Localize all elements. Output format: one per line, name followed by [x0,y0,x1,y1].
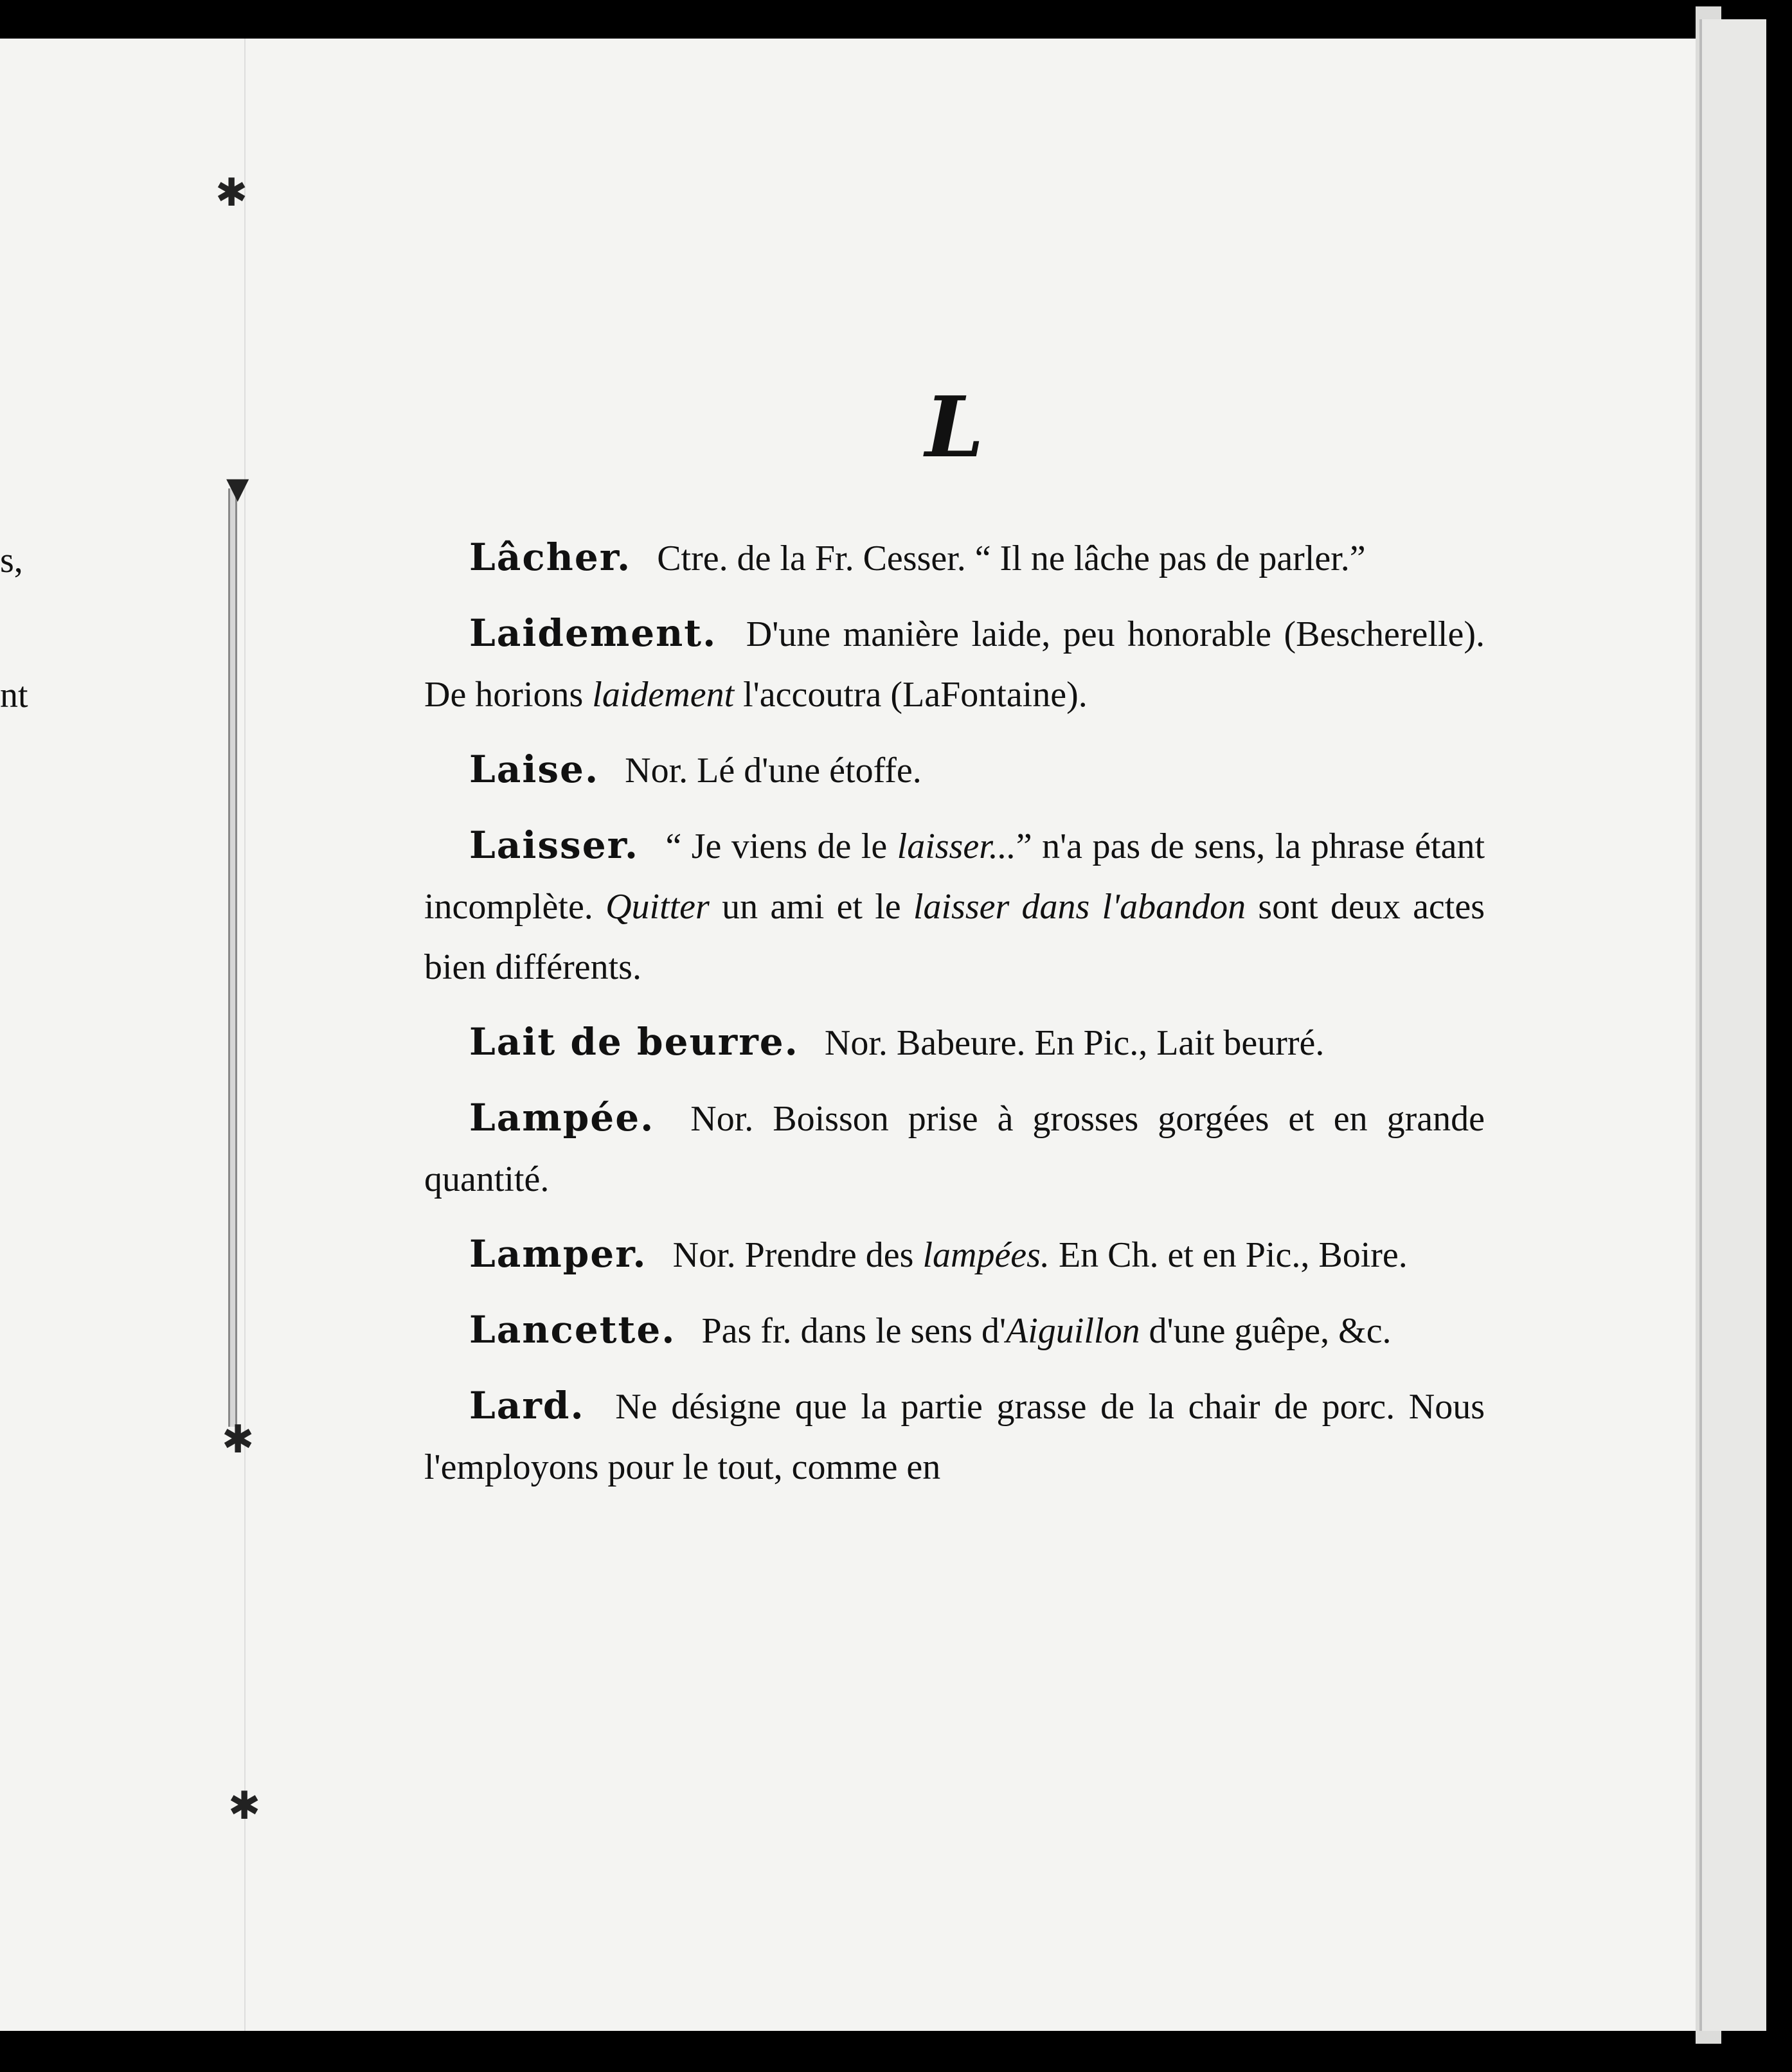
entry-definition: Ne désigne que la partie grasse de la chair de porc. Nous l'employons pour le tout, comme en [424,1387,1485,1487]
gutter-line [244,39,246,2031]
italic-term: lampées. [922,1235,1050,1275]
dictionary-entry [424,1087,1485,1210]
dictionary-entry [424,1012,1485,1073]
binding-stitch-icon: ▼ [219,467,257,510]
entry-definition: Nor. Babeure. En Pic., Lait beurré. [824,1023,1325,1063]
binding-stitch-icon: ✱ [228,1785,261,1827]
italic-term: laisser... [897,826,1016,866]
dictionary-entry [424,1224,1485,1285]
dictionary-entry [424,603,1485,725]
italic-term: laidement [592,675,735,715]
entry-definition: Pas fr. dans le sens d'Aiguillon d'une guêpe, &c. [701,1311,1392,1351]
dictionary-entry [424,739,1485,801]
entry-definition: D'une manière laide, peu honorable (Bescherelle). De horions laidement l'accoutra (LaFontaine). [424,614,1485,715]
dictionary-entry [424,527,1485,589]
binding-stitch-icon: ✱ [222,1418,255,1461]
binding-thread [228,488,237,1427]
entry-headword: Lancette. [469,1308,676,1352]
entry-headword: Lard. [469,1384,585,1427]
entry-headword: Laidement. [469,611,717,655]
entry-headword: Lâcher. [469,535,632,579]
left-page-fragment: s, [0,540,23,580]
page-stack-edge [1699,19,1766,2031]
left-page-fragment: nt [0,675,28,715]
entry-definition: Nor. Boisson prise à grosses gorgées et en grande quantité. [424,1099,1485,1199]
italic-term: Quitter [605,887,710,927]
entry-headword: Lamper. [469,1232,647,1276]
entry-headword: Laisser. [469,823,640,867]
italic-term: Aiguillon [1006,1311,1140,1351]
dictionary-entries [424,527,1485,1512]
entry-headword: Laise. [469,747,600,791]
dictionary-entry [424,1299,1485,1361]
entry-definition: Ctre. de la Fr. Cesser. “ Il ne lâche pas de parler.” [657,539,1366,578]
entry-headword: Lait de beurre. [469,1020,799,1064]
italic-term: laisser dans l'abandon [913,887,1246,927]
entry-definition: Nor. Lé d'une étoffe. [625,751,922,790]
binding-stitch-icon: ✱ [215,172,248,214]
dictionary-entry [424,1375,1485,1497]
dictionary-entry [424,815,1485,997]
entry-headword: Lampée. [469,1096,655,1139]
entry-definition: “ Je viens de le laisser...” n'a pas de sens, la phrase étant incomplète. Quitter un ami et le laisser dans l'abandon sont deux actes bien différents. [424,826,1485,987]
entry-definition: Nor. Prendre des lampées. En Ch. et en Pic., Boire. [672,1235,1408,1275]
section-letter: L [925,378,984,476]
